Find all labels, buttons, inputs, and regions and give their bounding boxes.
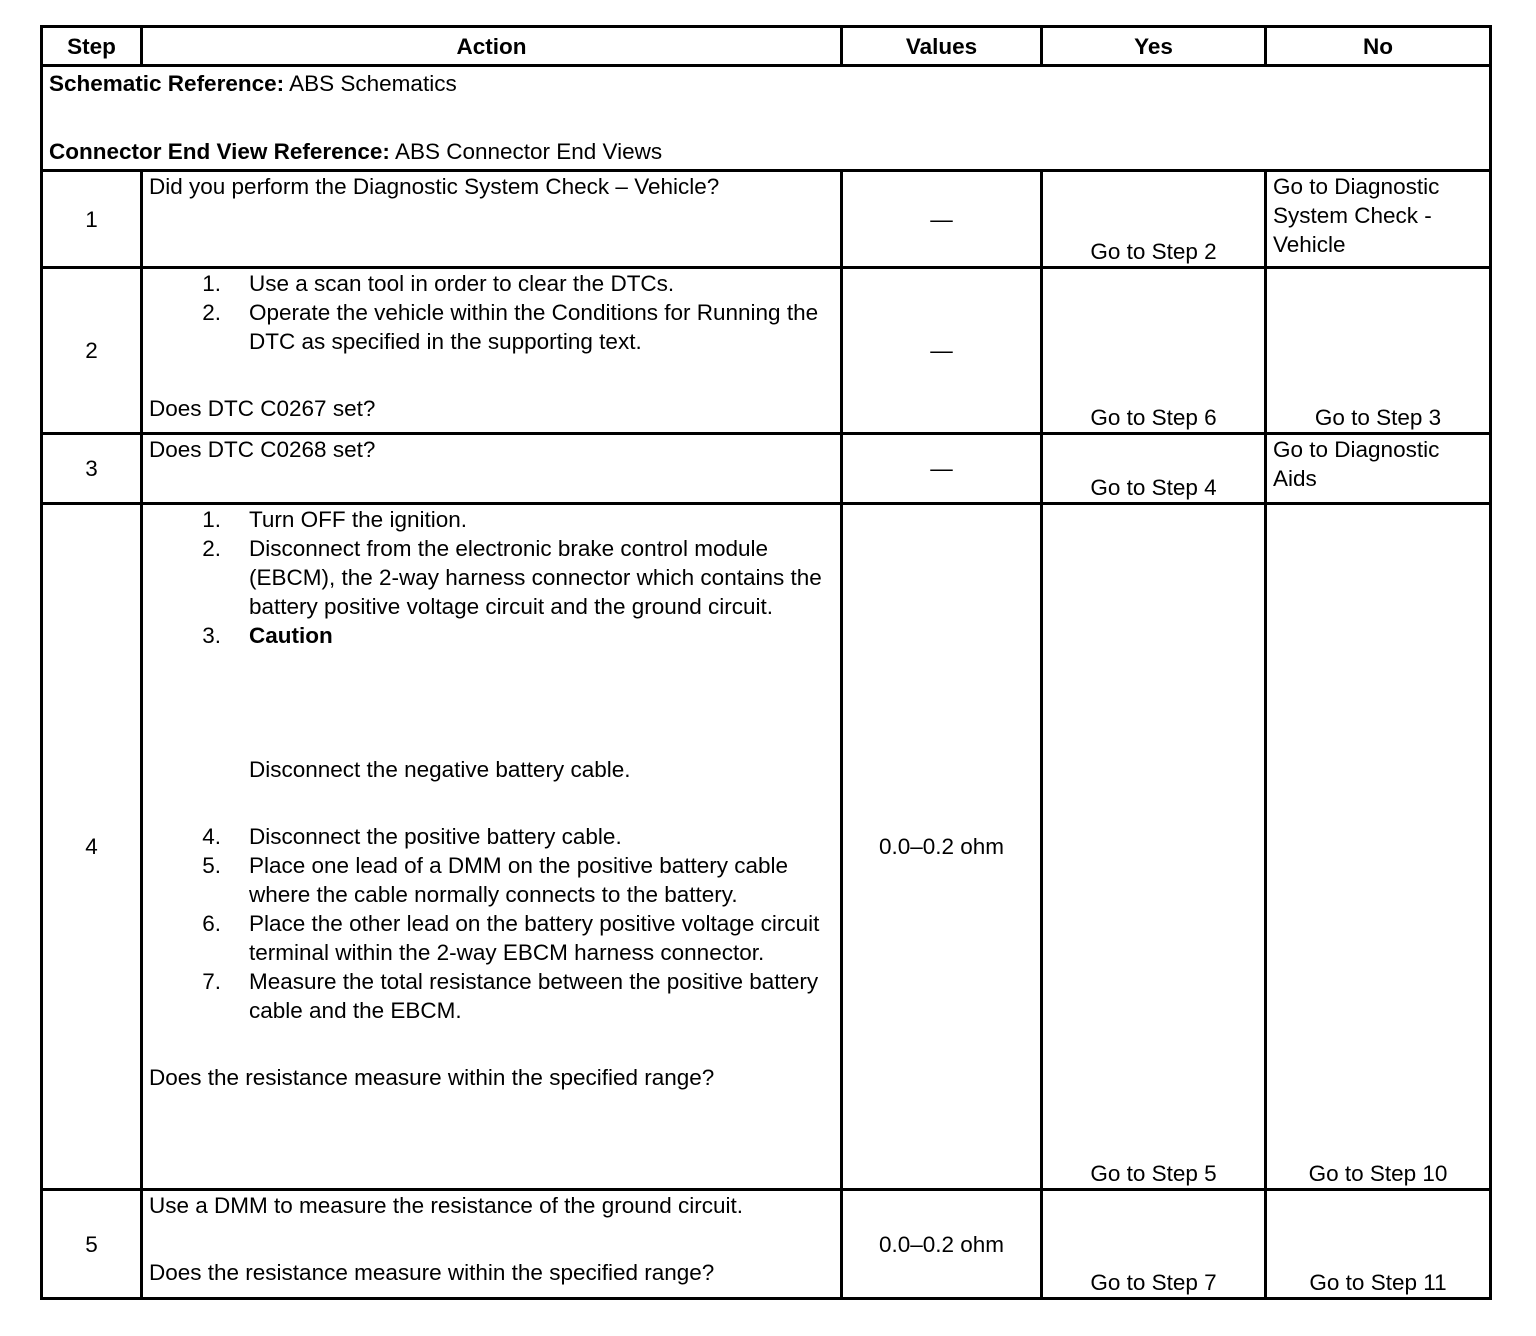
instruction-list <box>149 505 834 650</box>
diagnostic-table <box>40 25 1492 1300</box>
table-row <box>42 1190 1491 1299</box>
step-number: 3 <box>42 434 142 504</box>
item-number: 5. <box>202 853 221 878</box>
action-question: Does the resistance measure within the specified range? <box>149 1260 715 1285</box>
connector-reference-value: ABS Connector End Views <box>394 139 663 164</box>
header-row <box>42 27 1491 66</box>
schematic-reference-value: ABS Schematics <box>289 71 457 96</box>
connector-reference-label: Connector End View Reference: <box>49 139 390 164</box>
header-action: Action <box>142 27 842 66</box>
item-number: 1. <box>202 271 221 296</box>
step-number: 1 <box>42 171 142 268</box>
item-text: Disconnect from the electronic brake control module (EBCM), the 2-way harness connector which contains the battery positive voltage circuit and the ground circuit. <box>249 536 822 619</box>
list-item <box>149 909 834 967</box>
table-row <box>42 268 1491 434</box>
schematic-reference-label: Schematic Reference: <box>49 71 285 96</box>
values-cell: — <box>842 171 1042 268</box>
values-cell: 0.0–0.2 ohm <box>842 1190 1042 1299</box>
list-item <box>149 505 834 534</box>
item-text: Disconnect the positive battery cable. <box>249 824 622 849</box>
item-number: 2. <box>202 536 221 561</box>
connector-reference <box>49 135 1483 169</box>
item-text: Place the other lead on the battery positive voltage circuit terminal within the 2-way EBCM harness connector. <box>249 911 820 965</box>
action-question: Does DTC C0268 set? <box>142 434 842 504</box>
item-number: 6. <box>202 911 221 936</box>
header-values: Values <box>842 27 1042 66</box>
list-item <box>149 269 834 298</box>
item-text: Operate the vehicle within the Conditions for Running the DTC as specified in the supporting text. <box>249 300 819 354</box>
list-item <box>149 967 834 1025</box>
action-question: Does the resistance measure within the specified range? <box>149 1065 715 1090</box>
item-text: Use a scan tool in order to clear the DTCs. <box>249 271 675 296</box>
no-cell: Go to Step 10 <box>1266 504 1491 1190</box>
no-cell: Go to Step 11 <box>1266 1190 1491 1299</box>
reference-cell <box>42 66 1491 171</box>
table-row <box>42 434 1491 504</box>
step-number: 5 <box>42 1190 142 1299</box>
list-item <box>149 534 834 621</box>
item-number: 2. <box>202 300 221 325</box>
step-number: 4 <box>42 504 142 1190</box>
action-cell <box>142 1190 842 1299</box>
item-number: 4. <box>202 824 221 849</box>
no-cell: Go to Diagnostic System Check - Vehicle <box>1266 171 1491 268</box>
schematic-reference <box>49 67 1483 101</box>
item-number: 3. <box>202 623 221 648</box>
action-question: Did you perform the Diagnostic System Check – Vehicle? <box>142 171 842 268</box>
values-cell: — <box>842 268 1042 434</box>
yes-cell: Go to Step 4 <box>1042 434 1266 504</box>
no-cell: Go to Step 3 <box>1266 268 1491 434</box>
action-cell <box>142 504 842 1190</box>
header-no: No <box>1266 27 1491 66</box>
instruction-list <box>149 269 834 356</box>
item-text: Turn OFF the ignition. <box>249 507 468 532</box>
header-yes: Yes <box>1042 27 1266 66</box>
list-item <box>149 298 834 356</box>
item-number: 7. <box>202 969 221 994</box>
action-instruction: Use a DMM to measure the resistance of the ground circuit. <box>149 1193 744 1218</box>
reference-row <box>42 66 1491 171</box>
list-item <box>149 621 834 650</box>
step-number: 2 <box>42 268 142 434</box>
header-step: Step <box>42 27 142 66</box>
instruction-list <box>149 822 834 1025</box>
yes-cell: Go to Step 7 <box>1042 1190 1266 1299</box>
list-item <box>149 851 834 909</box>
caution-text: Disconnect the negative battery cable. <box>249 757 631 782</box>
caution-heading: Caution <box>249 623 333 648</box>
list-item <box>149 822 834 851</box>
item-text: Measure the total resistance between the positive battery cable and the EBCM. <box>249 969 819 1023</box>
action-question: Does DTC C0267 set? <box>149 396 376 421</box>
values-cell: — <box>842 434 1042 504</box>
action-cell <box>142 268 842 434</box>
no-cell: Go to Diagnostic Aids <box>1266 434 1491 504</box>
item-text: Place one lead of a DMM on the positive battery cable where the cable normally connects to the battery. <box>249 853 789 907</box>
yes-cell: Go to Step 6 <box>1042 268 1266 434</box>
table-row <box>42 504 1491 1190</box>
yes-cell: Go to Step 2 <box>1042 171 1266 268</box>
table-row <box>42 171 1491 268</box>
values-cell: 0.0–0.2 ohm <box>842 504 1042 1190</box>
yes-cell: Go to Step 5 <box>1042 504 1266 1190</box>
item-number: 1. <box>202 507 221 532</box>
